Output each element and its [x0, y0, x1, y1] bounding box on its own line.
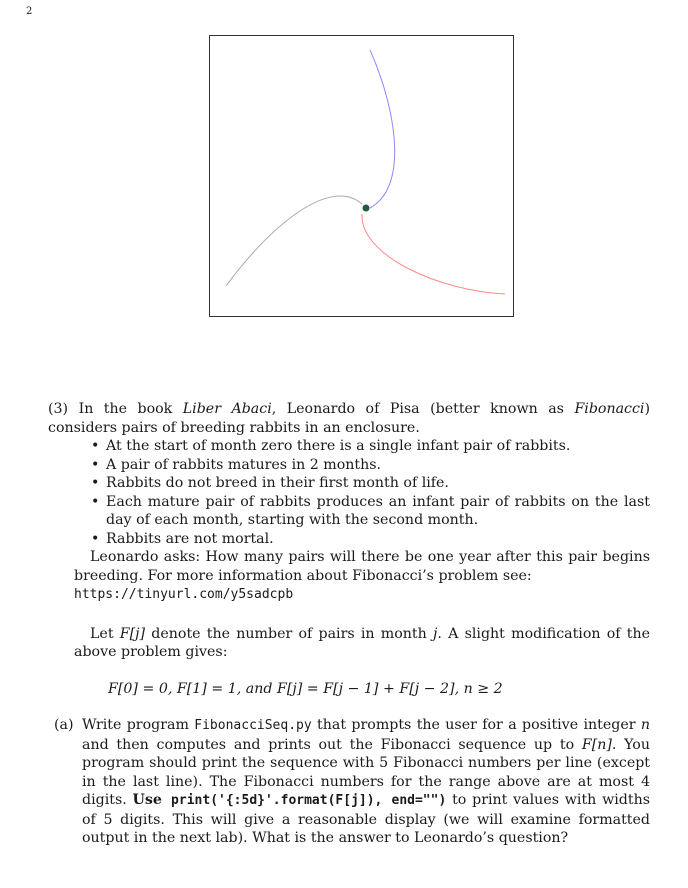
fibonacci-name: Fibonacci — [574, 401, 645, 417]
leonardo-question: Leonardo asks: How many pairs will there be one year after this pair begins breeding. For more information about Fibonacci’s problem see: — [74, 549, 650, 584]
assumptions-list — [74, 437, 650, 548]
part-label: (a) — [54, 717, 74, 733]
list-item: • A pair of rabbits matures in 2 months. — [91, 456, 382, 473]
part-a: (a) Write program FibonacciSeq.py that prompts the user for a positive integer n and then computes and prints out the Fibonacci sequence up to F[n]. You program should print the sequence with 5 Fibonacci numbers per line (except in the last line). The Fibonacci numbers for the range above are at most 4 digits. Use print('{:5d}'.format(F[j]), end="") to print values with widths of 5 digits. This will give a reasonable display (we will examine formatted output in the next lab). What is the answer to Leonardo’s question? — [54, 717, 651, 846]
filename: FibonacciSeq.py — [194, 718, 312, 733]
gray-spiral-curve — [226, 196, 362, 286]
definition-text: Let F[j] denote the number of pairs in month j. A slight modification of the above problem gives: — [74, 625, 650, 660]
spiral-center-marker — [363, 205, 370, 212]
red-spiral-curve — [362, 214, 505, 294]
page-number: 2 — [26, 6, 33, 17]
problem-3 — [48, 400, 650, 848]
code-snippet: print('{:5d}'.format(F[j]), end="") — [161, 793, 447, 808]
reference-link[interactable]: https://tinyurl.com/y5sadcpb — [74, 587, 294, 602]
list-item: • Rabbits do not breed in their first month of life. — [91, 475, 449, 491]
list-item: • Each mature pair of rabbits produces an infant pair of rabbits on the last day of each month, starting with the second month. — [91, 493, 650, 528]
book-title: Liber Abaci — [182, 401, 272, 417]
fibonacci-formula: F[0] = 0, F[1] = 1, and F[j] = F[j − 1] + F[j − 2], n ≥ 2 — [108, 680, 503, 697]
list-item: • At the start of month zero there is a single infant pair of rabbits. — [91, 438, 571, 454]
spiral-figure — [209, 35, 514, 317]
url-line — [74, 585, 650, 605]
list-item: • Rabbits are not mortal. — [91, 530, 274, 547]
problem-intro: (3) In the book Liber Abaci, Leonardo of Pisa (better known as Fibonacci) considers pairs of breeding rabbits in an enclosure. — [48, 401, 651, 436]
problem-number: (3) — [48, 401, 69, 417]
blue-spiral-curve — [370, 50, 395, 208]
